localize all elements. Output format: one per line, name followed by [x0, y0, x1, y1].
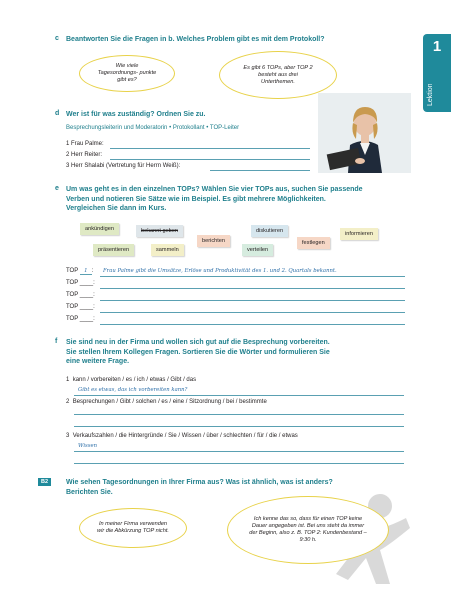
- speech-bubble-c1-text: Wie viele Tagesordnungs- punkte gibt es?: [97, 63, 157, 83]
- verb-card-berichten[interactable]: berichten: [197, 235, 230, 247]
- role-item: Besprechungsleiterin und Moderatorin: [66, 125, 168, 131]
- sort-item-1: [66, 377, 196, 383]
- section-d-instruction: Wer ist für was zuständig? Ordnen Sie zu.: [66, 111, 206, 118]
- answer-line-f3b[interactable]: [74, 463, 404, 464]
- businesswoman-illustration: [318, 93, 411, 173]
- verb-card-sammeln[interactable]: sammeln: [151, 244, 184, 256]
- top-example-answer: Frau Palme gibt die Umsätze, Erlöse und Produktivität des 1. und 2. Quartals bekannt.: [103, 268, 337, 274]
- speech-bubble-b2-2: [227, 496, 389, 564]
- person-row-3: 3 Herr Shalabi (Vertretung für Herrn Weiß):: [66, 163, 181, 169]
- verb-card-ankuendigen[interactable]: ankündigen: [80, 223, 119, 235]
- speech-bubble-b2-2-text: Ich kenne das so, dass für einen TOP keine Dauer angegeben ist. Bei uns steht da immer der Beginn, also z. B. TOP 2: Kundenbestand – 9:30 h.: [249, 516, 367, 543]
- verb-card-diskutieren[interactable]: diskutieren: [251, 225, 288, 237]
- verb-card-verteilen[interactable]: verteilen: [242, 244, 273, 256]
- instruction-line: Sie sind neu in der Firma und wollen sich gut auf die Besprechung vorbereiten.: [66, 339, 330, 346]
- word-list: Besprechungen / Gibt / solchen / es / eine / Sitzordnung / bei / bestimmte: [72, 399, 267, 405]
- role-item: Protokollant: [172, 125, 205, 131]
- word-list: kann / vorbereiten / es / ich / etwas / Gibt / das: [72, 377, 197, 383]
- answer-line-f2[interactable]: [74, 414, 404, 415]
- answer-line-f2b[interactable]: [74, 426, 404, 427]
- top-label: TOP: [66, 268, 79, 274]
- section-d-letter: d: [55, 110, 60, 117]
- speech-bubble-c2-text: Es gibt 6 TOPs, aber TOP 2 besteht aus drei Unterthemen.: [243, 64, 313, 85]
- instruction-line: Wie sehen Tagesordnungen in Ihrer Firma aus? Was ist ähnlich, was ist anders?: [66, 479, 333, 486]
- section-e-letter: e: [55, 185, 59, 192]
- top-row-blank: TOP ____:: [66, 304, 95, 310]
- answer-line-e1: [100, 276, 405, 277]
- role-item: TOP-Leiter: [209, 125, 240, 131]
- top-row-blank: TOP ____:: [66, 292, 95, 298]
- sort-answer-3: Wissen: [78, 443, 98, 449]
- section-c-instruction: Beantworten Sie die Fragen in b. Welches Problem gibt es mit dem Protokoll?: [66, 36, 325, 43]
- answer-line-d1[interactable]: [110, 148, 310, 149]
- speech-bubble-b2-1-text: In meiner Firma verwenden wir die Abkürzung TOP nicht.: [97, 521, 169, 534]
- person-row-2: 2 Herr Reiter:: [66, 152, 103, 158]
- lesson-label: Lektion: [427, 83, 434, 106]
- instruction-line: Sie stellen Ihrem Kollegen Fragen. Sortieren Sie die Wörter und formulieren Sie: [66, 348, 330, 356]
- answer-line-f1[interactable]: [74, 395, 404, 396]
- top-row-blank: TOP ____:: [66, 280, 95, 286]
- item-number: 2: [66, 399, 70, 405]
- top-row-blank: TOP ____:: [66, 316, 95, 322]
- word-list: Verkaufszahlen / die Hintergründe / Sie / Wissen / über / schlechten / für / die / etwas: [72, 433, 298, 439]
- answer-line-f3[interactable]: [74, 451, 404, 452]
- section-c-letter: c: [55, 35, 59, 42]
- lesson-tab: [423, 34, 451, 112]
- sort-item-2: [66, 399, 267, 405]
- answer-line-e5[interactable]: [100, 324, 405, 325]
- section-e-instruction: [66, 185, 396, 214]
- lesson-number: 1: [432, 38, 442, 55]
- verb-card-praesentieren[interactable]: präsentieren: [93, 244, 134, 256]
- b2-badge: B2: [38, 478, 51, 486]
- answer-line-e2[interactable]: [100, 288, 405, 289]
- verb-card-festlegen[interactable]: festlegen: [297, 237, 330, 249]
- answer-line-d3[interactable]: [210, 170, 310, 171]
- item-number: 1: [66, 377, 70, 383]
- instruction-line: Verben und notieren Sie Sätze wie im Beispiel. Es gibt mehrere Möglichkeiten.: [66, 195, 326, 203]
- verb-card-informieren[interactable]: informieren: [340, 228, 378, 240]
- instruction-line: Vergleichen Sie dann im Kurs.: [66, 205, 167, 212]
- speech-bubble-b2-1: [79, 508, 187, 548]
- instruction-line: eine weitere Frage.: [66, 358, 130, 365]
- verb-card-bekannt-geben[interactable]: bekannt geben: [136, 225, 183, 237]
- sort-answer-1: Gibt es etwas, das ich vorbereiten kann?: [78, 387, 188, 393]
- section-f-letter: f: [55, 338, 58, 345]
- speech-bubble-c1: [79, 55, 175, 92]
- answer-line-e3[interactable]: [100, 300, 405, 301]
- businesswoman-photo: [318, 93, 411, 173]
- role-list: [66, 125, 239, 131]
- top-row-example: TOP 1 :: [66, 268, 94, 274]
- instruction-line: Berichten Sie.: [66, 488, 113, 496]
- item-number: 3: [66, 433, 70, 439]
- speech-bubble-c2: [219, 51, 337, 99]
- section-f-instruction: [66, 338, 396, 367]
- answer-line-e4[interactable]: [100, 312, 405, 313]
- answer-line-d2[interactable]: [110, 159, 310, 160]
- top-example-number: 1: [80, 268, 92, 275]
- person-row-1: 1 Frau Palme:: [66, 141, 104, 147]
- instruction-line: Um was geht es in den einzelnen TOPs? Wählen Sie vier TOPs aus, suchen Sie passende: [66, 186, 363, 193]
- sort-item-3: [66, 433, 298, 439]
- bullet-separator: •: [206, 125, 209, 131]
- bullet-separator: •: [169, 125, 172, 131]
